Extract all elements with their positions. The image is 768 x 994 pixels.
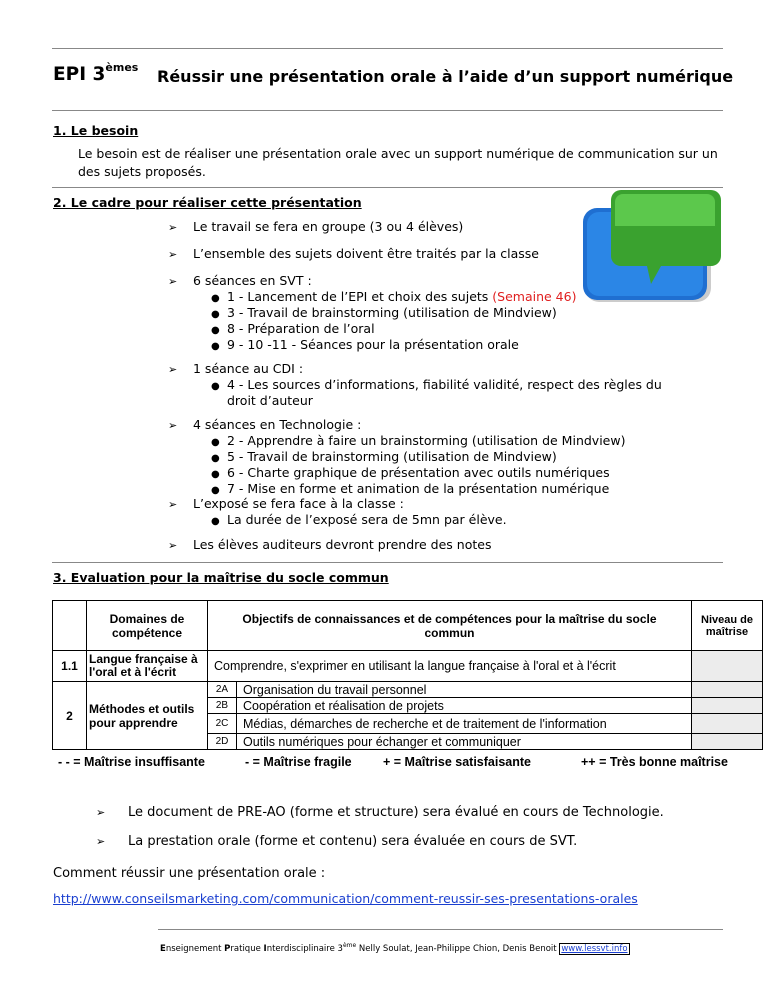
level-cell[interactable]: [692, 698, 763, 714]
bullet-cdi-session: ➢ 1 séance au CDI :: [168, 361, 304, 376]
header-domain: Domaines de compétence: [87, 601, 208, 651]
sub-code: 2B: [208, 698, 237, 714]
doc-title: EPI 3èmes: [53, 61, 139, 86]
arrow-bullet-icon: ➢: [168, 248, 178, 261]
legend-insufficient: - - = Maîtrise insuffisante: [58, 755, 205, 769]
arrow-bullet-icon: ➢: [96, 806, 106, 819]
section-2-heading: 2. Le cadre pour réaliser cette présentation: [53, 195, 362, 210]
cdi-item-cont: droit d’auteur: [227, 393, 313, 408]
arrow-bullet-icon: ➢: [168, 275, 178, 288]
level-cell[interactable]: [692, 682, 763, 698]
level-cell[interactable]: [692, 714, 763, 734]
sub-code: 2A: [208, 682, 237, 698]
footer-site-link[interactable]: www.lessvt.info: [561, 943, 628, 954]
svt-item-4: ● 9 - 10 -11 - Séances pour la présentation orale: [211, 337, 519, 352]
top-rule: [52, 48, 723, 49]
row-1-domain: Langue française à l'oral et à l'écrit: [87, 651, 208, 682]
bullet-notes: ➢ Les élèves auditeurs devront prendre des notes: [168, 537, 492, 552]
row-1-objective: Comprendre, s'exprimer en utilisant la langue française à l'oral et à l'écrit: [208, 651, 692, 682]
sub-code: 2D: [208, 734, 237, 750]
sub-objective: Outils numériques pour échanger et communiquer: [237, 734, 692, 750]
arrow-bullet-icon: ➢: [168, 498, 178, 511]
how-to-text: Comment réussir une présentation orale :: [53, 866, 326, 881]
bullet-svt-sessions: ➢ 6 séances en SVT :: [168, 273, 312, 288]
bullet-expose: ➢ L’exposé se fera face à la classe :: [168, 496, 404, 511]
expose-item: ● La durée de l’exposé sera de 5mn par élève.: [211, 512, 507, 527]
row-2-domain: Méthodes et outils pour apprendre: [87, 682, 208, 750]
svt-item-3: ● 8 - Préparation de l’oral: [211, 321, 375, 336]
speech-bubble-icon: [583, 182, 723, 306]
svt-item-1: ● 1 - Lancement de l’EPI et choix des sujets (Semaine 46): [211, 289, 577, 304]
bullet-oral: ➢ La prestation orale (forme et contenu) sera évaluée en cours de SVT.: [96, 834, 578, 849]
techno-item-1: ● 2 - Apprendre à faire un brainstorming (utilisation de Mindview): [211, 433, 626, 448]
sub-code: 2C: [208, 714, 237, 734]
doc-subtitle: Réussir une présentation orale à l’aide d’un support numérique: [157, 67, 734, 86]
footer-rule: [158, 929, 723, 930]
header-level: Niveau de maîtrise: [692, 601, 763, 651]
legend-very-good: ++ = Très bonne maîtrise: [581, 755, 728, 769]
techno-item-4: ● 7 - Mise en forme et animation de la présentation numérique: [211, 481, 610, 496]
evaluation-table: [52, 600, 763, 750]
row-1-level-cell[interactable]: [692, 651, 763, 682]
section-1-text: Le besoin est de réaliser une présentation orale avec un support numérique de communication sur un des sujets proposés.: [78, 146, 718, 179]
arrow-bullet-icon: ➢: [168, 539, 178, 552]
arrow-bullet-icon: ➢: [168, 363, 178, 376]
section-3-heading: 3. Evaluation pour la maîtrise du socle commun: [53, 570, 389, 585]
row-2-number: 2: [53, 682, 87, 750]
bullet-preao: ➢ Le document de PRE-AO (forme et structure) sera évalué en cours de Technologie.: [96, 805, 664, 820]
cdi-item: ● 4 - Les sources d’informations, fiabilité validité, respect des règles du: [211, 377, 662, 392]
legend-fragile: - = Maîtrise fragile: [245, 755, 352, 769]
sub-objective: Coopération et réalisation de projets: [237, 698, 692, 714]
bullet-group-work: ➢ Le travail se fera en groupe (3 ou 4 élèves): [168, 219, 464, 234]
section-1-heading: 1. Le besoin: [53, 123, 139, 138]
sub-objective: Organisation du travail personnel: [237, 682, 692, 698]
section-2-rule: [52, 562, 723, 563]
arrow-bullet-icon: ➢: [168, 419, 178, 432]
legend-satisfying: + = Maîtrise satisfaisante: [383, 755, 531, 769]
svt-item-2: ● 3 - Travail de brainstorming (utilisation de Mindview): [211, 305, 557, 320]
level-cell[interactable]: [692, 734, 763, 750]
footer: Enseignement Pratique Interdisciplinaire 3ème Nelly Soulat, Jean-Philippe Chion, Denis Benoit www.lessvt.info: [160, 942, 628, 954]
techno-item-2: ● 5 - Travail de brainstorming (utilisation de Mindview): [211, 449, 557, 464]
header-objectives: Objectifs de connaissances et de compétences pour la maîtrise du socle commun: [208, 601, 692, 651]
advice-link[interactable]: http://www.conseilsmarketing.com/communication/comment-reussir-ses-presentations-orales: [53, 891, 638, 906]
sub-objective: Médias, démarches de recherche et de traitement de l'information: [237, 714, 692, 734]
bullet-all-subjects: ➢ L’ensemble des sujets doivent être traités par la classe: [168, 246, 539, 261]
title-rule: [52, 110, 723, 111]
bullet-techno-sessions: ➢ 4 séances en Technologie :: [168, 417, 362, 432]
arrow-bullet-icon: ➢: [96, 835, 106, 848]
arrow-bullet-icon: ➢: [168, 221, 178, 234]
techno-item-3: ● 6 - Charte graphique de présentation avec outils numériques: [211, 465, 610, 480]
row-1-number: 1.1: [53, 651, 87, 682]
